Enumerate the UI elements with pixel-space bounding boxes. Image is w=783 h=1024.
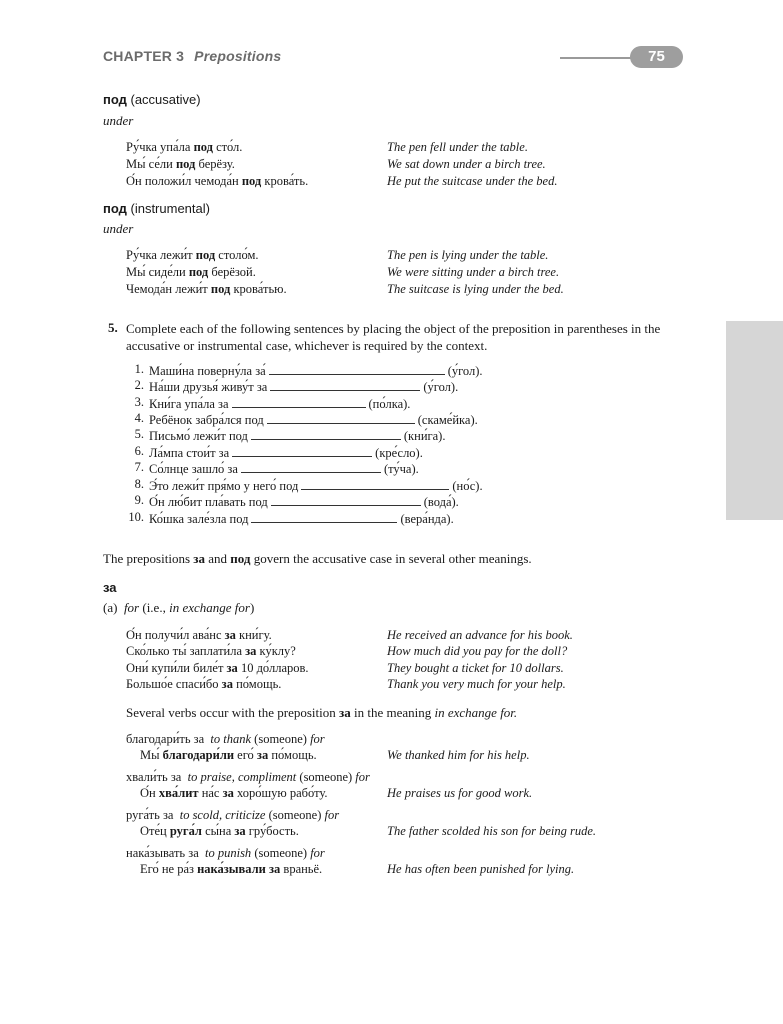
example-ru: Большо́е спаси́бо за по́мощь.	[126, 677, 282, 691]
heading-case: (instrumental)	[130, 201, 210, 216]
example-ru: О́н получи́л ава́нс за кни́гу.	[126, 628, 272, 642]
answer-blank[interactable]	[232, 444, 372, 457]
item-number: 8.	[134, 477, 144, 491]
example-en: The suitcase is lying under the bed.	[387, 282, 564, 296]
pod-accusative-heading	[103, 92, 201, 107]
za-heading: за	[103, 580, 117, 595]
example-en: We were sitting under a birch tree.	[387, 265, 560, 279]
heading-case: (accusative)	[130, 92, 201, 107]
answer-blank[interactable]	[251, 510, 397, 523]
example-en: The pen fell under the table.	[387, 140, 528, 154]
example-ru: Мы́ се́ли под берёзу.	[126, 157, 235, 171]
example-en: How much did you pay for the doll?	[387, 644, 568, 658]
item-number: 1.	[134, 362, 144, 376]
za-meaning-a: (a) for (i.e., in exchange for)	[103, 600, 255, 615]
example-en: He received an advance for his book.	[387, 628, 573, 642]
example-en: Thank you very much for your help.	[387, 677, 566, 691]
answer-blank[interactable]	[270, 378, 420, 391]
example-ru: О́н положи́л чемода́н под крова́ть.	[126, 174, 309, 188]
example-ru: Ру́чка лежи́т под столо́м.	[126, 248, 259, 262]
exercise-item: О́н лю́бит пла́вать под (вода́).	[149, 495, 459, 509]
example-ru: Мы́ благодари́ли его́ за по́мощь.	[140, 748, 317, 762]
example-en: The father scolded his son for being rude.	[387, 824, 597, 838]
example-en: We sat down under a birch tree.	[387, 157, 546, 171]
verb-entry: благодари́ть за to thank (someone) for	[126, 732, 325, 746]
item-number: 4.	[134, 411, 144, 425]
verb-entry: нака́зывать за to punish (someone) for	[126, 846, 325, 860]
example-en: The pen is lying under the table.	[387, 248, 549, 262]
item-number: 7.	[134, 460, 144, 474]
header-rule	[560, 57, 640, 59]
item-number: 10.	[128, 510, 144, 524]
pod-instrumental-heading	[103, 201, 210, 216]
pod-accusative-gloss: under	[103, 113, 134, 128]
page-number: 75	[630, 46, 683, 68]
answer-blank[interactable]	[241, 460, 381, 473]
answer-blank[interactable]	[232, 395, 366, 408]
exercise-item: Ко́шка зале́зла под (вера́нда).	[149, 512, 454, 526]
chapter-title: Prepositions	[194, 48, 282, 64]
answer-blank[interactable]	[301, 477, 449, 490]
example-en: He put the suitcase under the bed.	[387, 174, 558, 188]
exercise-item: Со́лнце зашло́ за (ту́ча).	[149, 462, 419, 476]
exercise-item: Ла́мпа стои́т за (кре́сло).	[149, 446, 423, 460]
example-ru: Ско́лько ты́ заплати́ла за ку́клу?	[126, 644, 296, 658]
chapter-label: CHAPTER 3	[103, 48, 185, 64]
pod-instrumental-gloss: under	[103, 221, 134, 236]
item-number: 6.	[134, 444, 144, 458]
exercise-item: Э́то лежи́т пря́мо у него́ под (но́с).	[149, 479, 483, 493]
exercise-instructions: Complete each of the following sentences by placing the object of the preposition in parentheses in the accusative or instrumental case, whichever is required by the context.	[126, 321, 661, 353]
verbs-intro: Several verbs occur with the preposition за in the meaning in exchange for.	[126, 705, 518, 720]
example-ru: Ру́чка упа́ла под сто́л.	[126, 140, 243, 154]
exercise-item: На́ши друзья́ живу́т за (у́гол).	[149, 380, 459, 394]
example-ru: Оте́ц руга́л сы́на за гру́бость.	[140, 824, 299, 838]
example-ru: Его́ не ра́з нака́зывали за враньё.	[140, 862, 323, 876]
exercise-item: Кни́га упа́ла за (по́лка).	[149, 397, 411, 411]
example-ru: Чемода́н лежи́т под крова́тью.	[126, 282, 287, 296]
heading-prep: под	[103, 201, 127, 216]
exercise-item: Письмо́ лежи́т под (кни́га).	[149, 429, 446, 443]
exercise-item: Маши́на поверну́ла за́ (у́гол).	[149, 364, 483, 378]
item-number: 9.	[134, 493, 144, 507]
example-en: They bought a ticket for 10 dollars.	[387, 661, 564, 675]
chapter-header	[103, 48, 281, 64]
example-ru: О́н хва́лит на́с за хоро́шую рабо́ту.	[140, 786, 328, 800]
verb-entry: руга́ть за to scold, criticize (someone) for	[126, 808, 340, 822]
heading-prep: под	[103, 92, 127, 107]
exercise-item: Ребёнок забра́лся под (скаме́йка).	[149, 413, 478, 427]
verb-entry: хвали́ть за to praise, compliment (someone) for	[126, 770, 370, 784]
answer-blank[interactable]	[269, 362, 445, 375]
answer-blank[interactable]	[251, 427, 401, 440]
side-thumb-tab	[726, 321, 783, 520]
govern-paragraph: The prepositions за and под govern the accusative case in several other meanings.	[103, 551, 532, 566]
item-number: 5.	[134, 427, 144, 441]
example-en: We thanked him for his help.	[387, 748, 530, 762]
example-ru: Мы́ сиде́ли под берёзой.	[126, 265, 256, 279]
example-en: He has often been punished for lying.	[387, 862, 575, 876]
exercise-number: 5.	[108, 320, 118, 335]
example-ru: Они́ купи́ли биле́т за 10 до́лларов.	[126, 661, 309, 675]
answer-blank[interactable]	[271, 493, 421, 506]
example-en: He praises us for good work.	[387, 786, 533, 800]
answer-blank[interactable]	[267, 411, 415, 424]
item-number: 3.	[134, 395, 144, 409]
item-number: 2.	[134, 378, 144, 392]
